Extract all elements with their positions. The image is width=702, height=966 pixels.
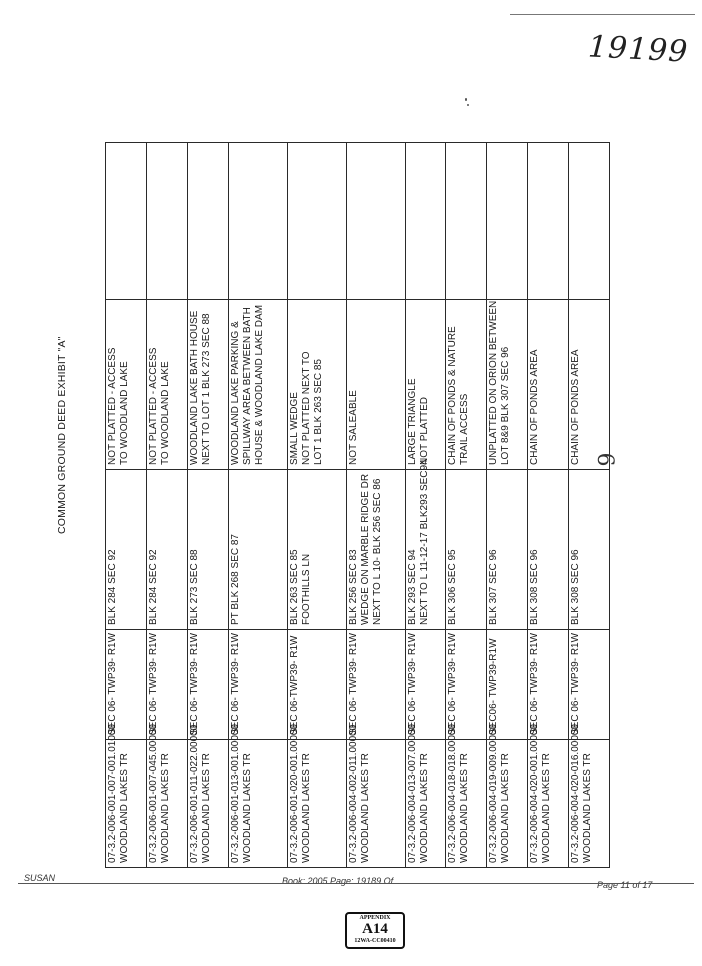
document-title: COMMON GROUND DEED EXHIBIT "A" [56,336,68,534]
block-line: BLK 273 SEC 88 [188,549,200,625]
table-row [446,143,487,868]
block-line: BLK 284 SEC 92 [147,549,159,625]
section-township-range: SEC 06- TWP39- R1W [529,632,541,735]
subdivision-name: WOODLAND LAKES TR [459,753,471,863]
parcel-cell [146,724,187,868]
parcel-number: 07-3.2-006-001-007-045.00000 [147,724,159,863]
section-cell [187,630,228,740]
description-line: TRAIL ACCESS [459,393,471,465]
parcel-number: 07-3.2-006-004-013-007.00000 [406,724,418,863]
exhibit-table-body [106,143,610,868]
block-cell [106,470,147,630]
block-line: BLK 256 SEC 83 [347,549,359,625]
parcel-number: 07-3.2-006-004-002-011.00000 [347,724,359,863]
blank-cell [106,143,147,300]
subdivision-name: WOODLAND LAKES TR [241,753,253,863]
subdivision-name: WOODLAND LAKES TR [359,753,371,863]
section-township-range: SEC 06- TWP39- R1W [447,632,459,735]
subdivision-name: WOODLAND LAKES TR [418,753,430,863]
description-line: LOT 8&9 BLK 307 SEC 96 [500,346,512,465]
section-township-range: SEC 06- TWP39- R1W [570,632,582,735]
stamp-case-number: 12WA-CC00410 [354,938,396,944]
exhibit-table [105,142,610,868]
footer-page-count: Page 11 of 17 [597,880,653,890]
section-township-range: SEC 06- TWP39- R1W [107,632,118,735]
footer-book-page: Book: 2005 Page: 19189 Of [282,876,394,886]
parcel-number: 07-3.2-006-004-019-009.00000 [488,724,500,863]
description-line: NOT PLATTED [418,397,430,465]
parcel-cell [569,724,610,868]
section-township-range: SEC 06-TWP39- R1W [288,635,300,735]
section-township-range: SEC 06- TWP39- R1W [188,632,200,735]
block-line: FOOTHILLS LN [300,553,312,625]
description-line: CHAIN OF PONDS AREA [570,349,582,465]
description-line: CHAIN OF PONDS & NATURE [447,326,459,465]
stamp-top-text: APPENDIX [359,915,391,921]
table-row [528,143,569,868]
section-cell [528,630,569,740]
description-cell [187,300,228,470]
blank-cell [228,143,287,300]
section-cell [405,630,446,740]
subdivision-name: WOODLAND LAKES TR [500,753,512,863]
block-line: BLK 284 SEC 92 [107,549,118,625]
blank-cell [528,143,569,300]
blank-cell [287,143,346,300]
block-cell [487,470,528,630]
description-line: WOODLAND LAKE PARKING & [229,321,241,465]
blank-cell [446,143,487,300]
parcel-cell [228,724,287,868]
parcel-number: 07-3.2-006-001-020-001.00000 [288,724,300,863]
blank-cell [569,143,610,300]
section-cell [106,630,147,740]
subdivision-name: WOODLAND LAKES TR [582,753,594,863]
table-row [487,143,528,868]
table-row [287,143,346,868]
description-line: WOODLAND LAKE BATH HOUSE [188,310,200,465]
blank-cell [405,143,446,300]
parcel-cell [487,724,528,868]
description-cell [346,300,405,470]
description-line: UNPLATTED ON ORION BETWEEN [488,300,500,465]
scan-speck [465,98,467,101]
block-cell [228,470,287,630]
description-line: TO WOODLAND LAKE [119,361,130,465]
footer-left: SUSAN [24,873,56,883]
handwritten-number: 19199 [587,29,690,70]
description-cell [487,300,528,470]
description-cell [405,300,446,470]
block-line: WEDGE ON MARBLE RIDGE DR [359,473,371,625]
blank-cell [487,143,528,300]
table-row [405,143,446,868]
description-cell [146,300,187,470]
subdivision-name: WOODLAND LAKES TR [159,753,171,863]
section-township-range: SEC 06- TWP39- R1W [229,632,241,735]
description-cell [569,300,610,470]
block-line: NEXT TO L 11-12-17 BLK293 SEC94 [418,459,430,625]
table-row [106,143,147,868]
block-cell [569,470,610,630]
blank-cell [346,143,405,300]
block-line: BLK 293 SEC 94 [406,549,418,625]
parcel-cell [446,724,487,868]
section-cell [287,630,346,740]
block-line: BLK 307 SEC 96 [488,549,500,625]
section-cell [146,630,187,740]
parcel-cell [187,724,228,868]
parcel-cell [405,724,446,868]
description-line: NOT SALEABLE [347,390,359,465]
description-cell [106,300,147,470]
section-cell [228,630,287,740]
subdivision-name: WOODLAND LAKES TR [300,753,312,863]
block-line: NEXT TO L 10- BLK 256 SEC 86 [371,478,383,625]
block-line: BLK 308 SEC 96 [529,549,541,625]
description-line: CHAIN OF PONDS AREA [529,349,541,465]
description-line: LARGE TRIANGLE [406,378,418,465]
description-cell [228,300,287,470]
parcel-number: 07-3.2-006-001-007-001.01000 [107,724,118,863]
parcel-cell [346,724,405,868]
stamp-exhibit-number: A14 [362,921,388,937]
block-cell [287,470,346,630]
section-township-range: SEC06- TWP39-R1W [488,638,500,735]
parcel-cell [287,724,346,868]
section-township-range: SEC 06- TWP39- R1W [147,632,159,735]
description-line: NEXT TO LOT 1 BLK 273 SEC 88 [200,313,212,465]
table-row [228,143,287,868]
table-row [187,143,228,868]
scan-speck [467,104,469,106]
parcel-number: 07-3.2-006-001-013-001.00000 [229,724,241,863]
footer-rule [18,883,694,884]
exhibit-table-wrapper [105,143,610,868]
block-cell [187,470,228,630]
block-cell [346,470,405,630]
section-cell [569,630,610,740]
top-scan-rule [510,14,695,15]
description-line: TO WOODLAND LAKE [159,361,171,465]
description-line: NOT PLATTED - ACCESS [147,347,159,465]
parcel-number: 07-3.2-006-004-020-001.00000 [529,724,541,863]
description-cell [446,300,487,470]
block-line: BLK 308 SEC 96 [570,549,582,625]
block-line: BLK 306 SEC 95 [447,549,459,625]
description-line: NOT PLATTED - ACCESS [107,347,118,465]
block-line: BLK 263 SEC 85 [288,549,300,625]
block-cell [146,470,187,630]
table-row [346,143,405,868]
table-row [569,143,610,868]
block-cell [446,470,487,630]
blank-cell [187,143,228,300]
description-line: NOT PLATTED NEXT TO [300,351,312,465]
section-township-range: SEC 06- TWP39- R1W [347,632,359,735]
section-cell [346,630,405,740]
parcel-number: 07-3.2-006-001-011-022.00000 [188,724,200,863]
description-cell [287,300,346,470]
section-cell [446,630,487,740]
handwritten-page-number: 9 [595,452,621,467]
description-line: SMALL WEDGE [288,392,300,465]
parcel-cell [528,724,569,868]
blank-cell [146,143,187,300]
description-line: HOUSE & WOODLAND LAKE DAM [253,304,265,465]
subdivision-name: WOODLAND LAKES TR [541,753,553,863]
parcel-cell [106,724,147,868]
subdivision-name: WOODLAND LAKES TR [119,753,130,863]
block-cell [405,459,446,630]
description-line: SPILLWAY AREA BETWEEN BATH [241,307,253,465]
section-township-range: SEC 06- TWP39- R1W [406,632,418,735]
appendix-stamp [345,912,405,949]
subdivision-name: WOODLAND LAKES TR [200,753,212,863]
block-cell [528,470,569,630]
parcel-number: 07-3.2-006-004-018-018.00000 [447,724,459,863]
description-line: LOT 1 BLK 263 SEC 85 [312,359,324,465]
section-cell [487,630,528,740]
block-line: PT BLK 268 SEC 87 [229,534,241,625]
table-row [146,143,187,868]
description-cell [528,300,569,470]
parcel-number: 07-3.2-006-004-020-016.00000 [570,724,582,863]
